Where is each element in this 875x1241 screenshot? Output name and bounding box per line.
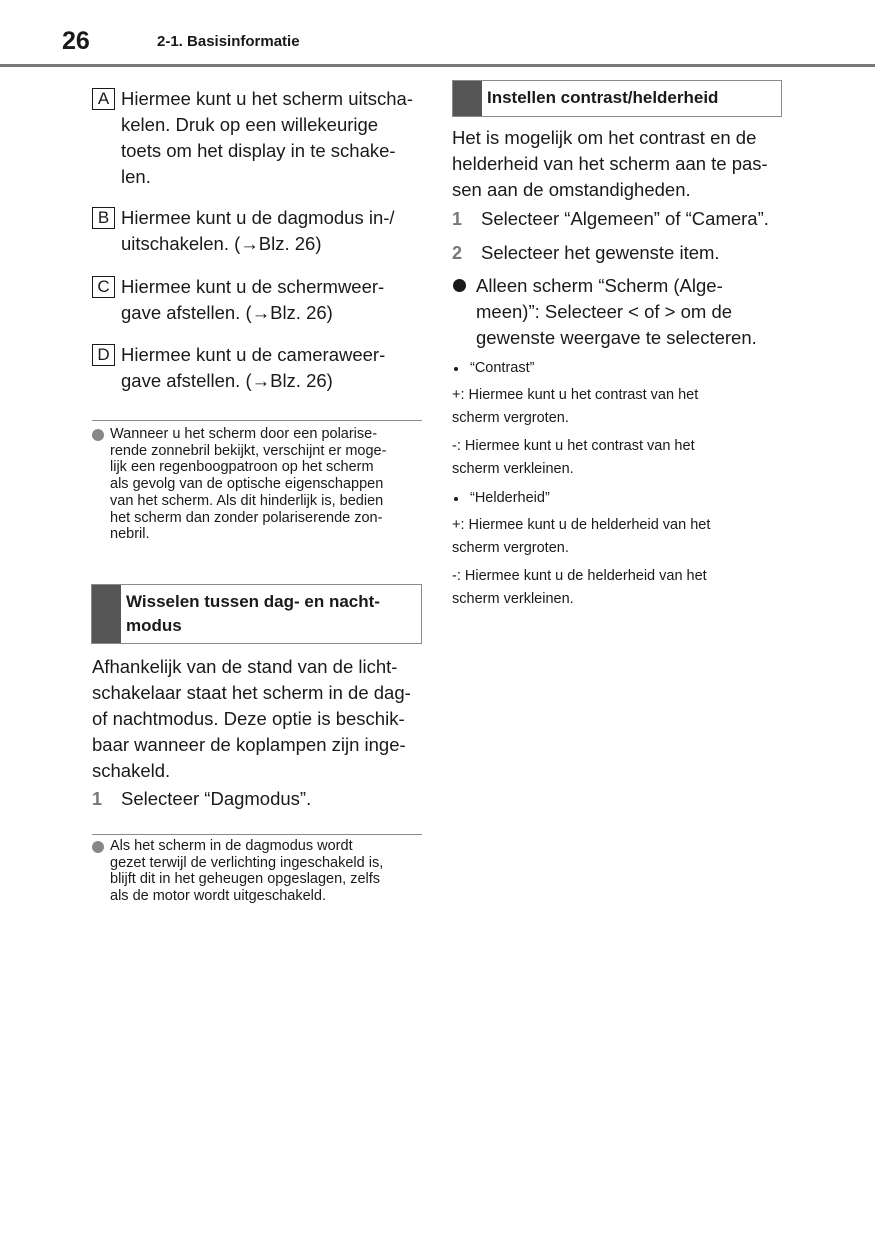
contrast-label: “Contrast” bbox=[470, 360, 535, 376]
step-number: 1 bbox=[452, 209, 463, 229]
page-header bbox=[0, 0, 875, 68]
brightness-decrease-text: -: Hiermee kunt u de helderheid van het scherm verkleinen. bbox=[452, 568, 707, 607]
step-text: Selecteer het gewenste item. bbox=[481, 242, 720, 263]
note-bullet-icon bbox=[92, 429, 104, 441]
small-bullet-icon bbox=[454, 367, 458, 371]
heading-title: Wisselen tussen dag- en nacht- modus bbox=[126, 592, 380, 635]
bullet-icon bbox=[453, 279, 466, 292]
brightness-label: “Helderheid” bbox=[470, 490, 550, 506]
screen-only-bullet: Alleen scherm “Scherm (Alge- meen)”: Selecteer < of > om de gewenste weergave te selecteren. bbox=[476, 275, 757, 348]
section-heading-day-night bbox=[91, 584, 422, 644]
step-text: Selecteer “Algemeen” of “Camera”. bbox=[481, 208, 769, 229]
item-d-description: Hiermee kunt u de cameraweer- gave afstellen. (→Blz. 26) bbox=[121, 344, 386, 391]
contrast-increase-text: +: Hiermee kunt u het contrast van het scherm vergroten. bbox=[452, 387, 699, 426]
label-a-box: A bbox=[92, 88, 115, 110]
small-bullet-icon bbox=[454, 497, 458, 501]
day-mode-memory-note: Als het scherm in de dagmodus wordt gezet terwijl de verlichting ingeschakeld is, blijft dit in het geheugen opgeslagen, zelfs als de motor wordt uitgeschakeld. bbox=[110, 838, 384, 905]
item-a-description: Hiermee kunt u het scherm uitscha- kelen. Druk op een willekeurige toets om het display in te schake- len. bbox=[121, 88, 414, 187]
step-number: 1 bbox=[92, 789, 103, 809]
note-divider bbox=[92, 420, 422, 421]
note-divider bbox=[92, 834, 422, 835]
section-title: 2-1. Basisinformatie bbox=[157, 33, 300, 50]
header-rule bbox=[0, 64, 875, 67]
label-c-box: C bbox=[92, 276, 115, 298]
contrast-intro-paragraph: Het is mogelijk om het contrast en de helderheid van het scherm aan te pas- sen aan de omstandigheden. bbox=[452, 127, 768, 200]
item-c-description: Hiermee kunt u de schermweer- gave afstellen. (→Blz. 26) bbox=[121, 276, 385, 323]
day-night-paragraph: Afhankelijk van de stand van de licht- schakelaar staat het scherm in de dag- of nachtmodus. Deze optie is beschik- baar wanneer de koplampen zijn inge- schakeld. bbox=[92, 656, 411, 781]
label-b-box: B bbox=[92, 207, 115, 229]
polarized-sunglasses-note: Wanneer u het scherm door een polarise- rende zonnebril bekijkt, verschijnt er moge- lijk een regenboogpatroon op het scherm als gevolg van de optische eigenschappen van het scherm. Als dit hinderlijk is, bedien het scherm dan zonder polariserende zon- nebril. bbox=[110, 426, 387, 543]
section-heading-contrast-brightness bbox=[452, 80, 782, 117]
heading-bar bbox=[92, 585, 121, 643]
label-d-box: D bbox=[92, 344, 115, 366]
step-number: 2 bbox=[452, 243, 463, 263]
contrast-decrease-text: -: Hiermee kunt u het contrast van het scherm verkleinen. bbox=[452, 438, 695, 477]
item-b-description: Hiermee kunt u de dagmodus in-/ uitschakelen. (→Blz. 26) bbox=[121, 207, 395, 254]
step-text: Selecteer “Dagmodus”. bbox=[121, 788, 312, 809]
heading-title: Instellen contrast/helderheid bbox=[487, 88, 719, 107]
heading-bar bbox=[453, 81, 482, 116]
note-bullet-icon bbox=[92, 841, 104, 853]
page-number: 26 bbox=[62, 27, 90, 55]
brightness-increase-text: +: Hiermee kunt u de helderheid van het scherm vergroten. bbox=[452, 517, 711, 556]
